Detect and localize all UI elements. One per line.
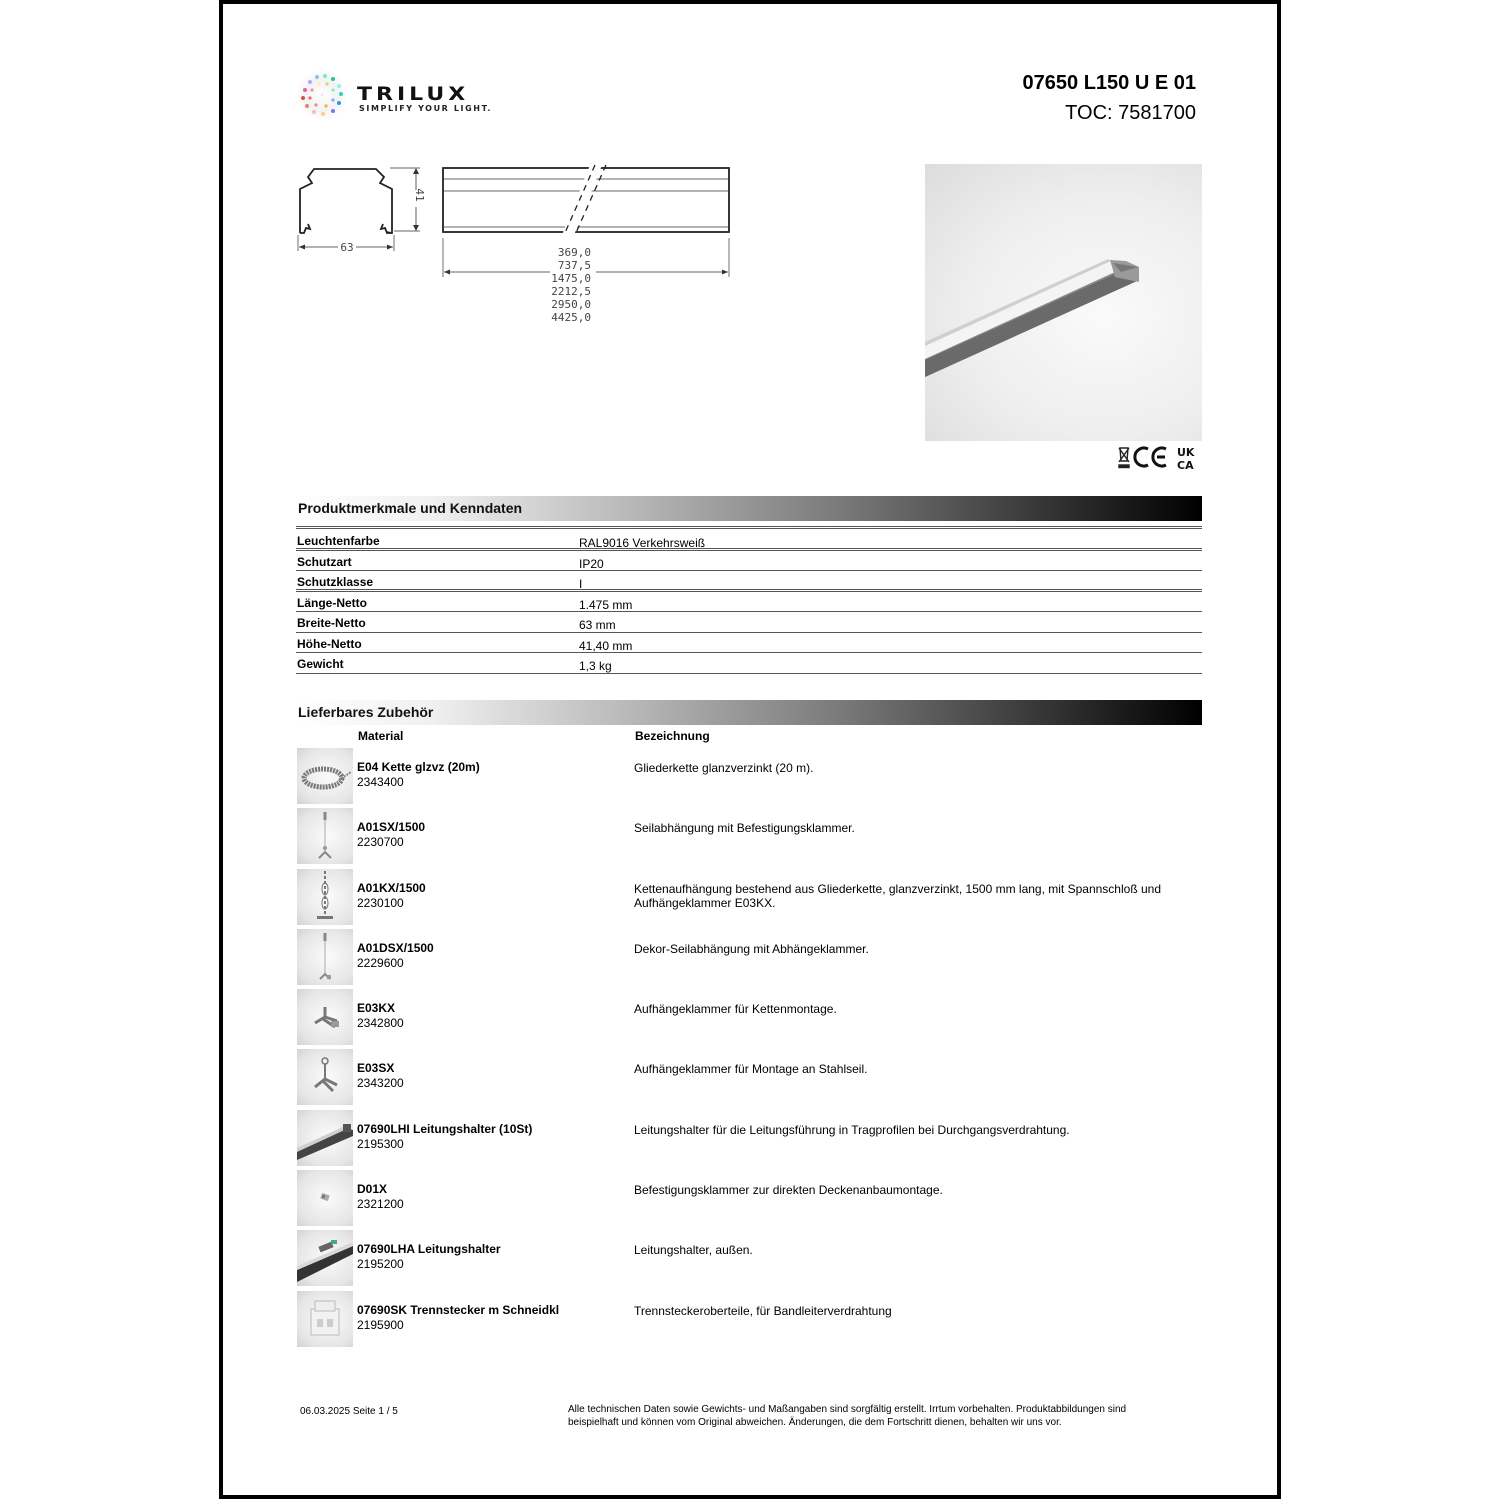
spec-value: 63 mm bbox=[579, 618, 616, 632]
brand-name: TRILUX bbox=[357, 84, 470, 106]
accessory-number: 2229600 bbox=[357, 955, 404, 970]
globe-logo-icon bbox=[295, 68, 349, 122]
accessories-section-title: Lieferbares Zubehör bbox=[298, 704, 434, 720]
certification-marks bbox=[1117, 444, 1203, 472]
dimension-drawing bbox=[290, 155, 740, 330]
spec-label: Leuchtenfarbe bbox=[297, 534, 380, 548]
spec-value: RAL9016 Verkehrsweiß bbox=[579, 536, 706, 550]
accessory-name: A01SX/1500 bbox=[357, 820, 426, 835]
accessory-item[interactable] bbox=[297, 748, 1203, 808]
spec-label: Schutzklasse bbox=[297, 575, 374, 589]
spec-value: I bbox=[579, 577, 583, 591]
svg-text:4425,0: 4425,0 bbox=[551, 311, 591, 324]
spec-label: Höhe-Netto bbox=[297, 636, 362, 651]
accessory-name: 07690LHI Leitungshalter (10St) bbox=[357, 1121, 533, 1136]
specs-section-title: Produktmerkmale und Kenndaten bbox=[298, 500, 523, 516]
column-header-description: Bezeichnung bbox=[635, 729, 710, 743]
accessories-section-header bbox=[296, 700, 1202, 725]
accessory-item[interactable] bbox=[297, 1291, 1203, 1351]
spec-label: Gewicht bbox=[297, 657, 344, 671]
accessory-description: Trennsteckeroberteile, für Bandleiterverdrahtung bbox=[634, 1303, 892, 1318]
svg-text:369,0: 369,0 bbox=[557, 246, 591, 259]
spec-value: 1,3 kg bbox=[579, 659, 612, 673]
svg-text:CA: CA bbox=[1177, 459, 1194, 472]
accessory-description: Aufhängeklammer für Kettenmontage. bbox=[634, 1002, 837, 1017]
footer-date-page: 06.03.2025 Seite 1 / 5 bbox=[300, 1406, 398, 1417]
column-header-material: Material bbox=[358, 729, 404, 743]
spec-row bbox=[296, 592, 1202, 613]
accessory-item[interactable] bbox=[297, 1049, 1203, 1109]
accessory-description: Leitungshalter für die Leitungsführung in Tragprofilen bei Durchgangsverdrahtung. bbox=[634, 1122, 1070, 1137]
trilux-logo bbox=[295, 68, 505, 124]
accessory-item[interactable] bbox=[297, 1170, 1203, 1230]
svg-text:737,5: 737,5 bbox=[557, 259, 591, 272]
ce-mark-icon bbox=[1135, 448, 1166, 466]
footer-disclaimer: Alle technischen Daten sowie Gewichts- und Maßangaben sind sorgfältig erstellt. Irrtum vorbehalten. Produktabbildungen sind beispielhaft und können vom Original abweichen. Änderungen, die dem Fortschritt dienen, behalten wir uns vor. bbox=[568, 1404, 1127, 1428]
svg-text:63: 63 bbox=[340, 241, 354, 254]
wire-suspension-icon bbox=[297, 929, 353, 985]
ukca-mark-icon bbox=[1177, 446, 1195, 472]
spec-row bbox=[296, 530, 1202, 551]
svg-text:UK: UK bbox=[1177, 446, 1195, 459]
accessory-name: D01X bbox=[357, 1182, 388, 1197]
accessory-description: Seilabhängung mit Befestigungsklammer. bbox=[634, 821, 855, 836]
accessory-item[interactable] bbox=[297, 1110, 1203, 1170]
accessory-description: Leitungshalter, außen. bbox=[634, 1243, 753, 1258]
specs-section-header bbox=[296, 496, 1202, 521]
accessory-name: E03KX bbox=[357, 1001, 396, 1016]
accessory-name: 07690LHA Leitungshalter bbox=[357, 1242, 501, 1257]
accessory-number: 2343200 bbox=[357, 1076, 404, 1091]
product-code: 07650 L150 U E 01 bbox=[1022, 72, 1196, 94]
accessory-item[interactable] bbox=[297, 869, 1203, 929]
accessory-item[interactable] bbox=[297, 989, 1203, 1049]
accessories-list bbox=[297, 748, 1203, 1351]
spec-value: 1.475 mm bbox=[579, 597, 633, 612]
spec-label: Länge-Netto bbox=[297, 595, 367, 610]
accessory-name: E04 Kette glzvz (20m) bbox=[357, 760, 480, 774]
spec-row bbox=[296, 633, 1202, 654]
weee-icon bbox=[1119, 448, 1129, 468]
rail-holder-icon bbox=[297, 1230, 353, 1286]
accessory-item[interactable] bbox=[297, 1230, 1203, 1290]
spec-value: 41,40 mm bbox=[579, 638, 633, 653]
specs-table bbox=[296, 526, 1202, 674]
connector-icon bbox=[297, 1291, 353, 1347]
accessory-description: Kettenaufhängung bestehend aus Gliederkette, glanzverzinkt, 1500 mm lang, mit Spannschloß und Aufhängeklammer E03KX. bbox=[634, 881, 1161, 911]
small-clip-icon bbox=[297, 1170, 353, 1226]
chain-suspension-icon bbox=[297, 869, 353, 925]
accessory-description: Befestigungsklammer zur direkten Deckenanbaumontage. bbox=[634, 1183, 943, 1198]
spec-row bbox=[296, 612, 1202, 633]
spec-value: IP20 bbox=[579, 556, 604, 571]
rail-icon bbox=[297, 1110, 353, 1166]
accessory-item[interactable] bbox=[297, 929, 1203, 989]
svg-text:2212,5: 2212,5 bbox=[551, 285, 591, 298]
accessory-name: 07690SK Trennstecker m Schneidkl bbox=[357, 1302, 560, 1317]
light-profile-image bbox=[925, 164, 1202, 441]
spec-row bbox=[296, 551, 1202, 572]
accessory-name: A01KX/1500 bbox=[357, 880, 426, 895]
accessory-number: 2321200 bbox=[357, 1197, 404, 1212]
svg-text:1475,0: 1475,0 bbox=[551, 272, 591, 285]
svg-text:41: 41 bbox=[413, 188, 426, 202]
toc-number: TOC: 7581700 bbox=[1065, 102, 1196, 124]
wire-suspension-icon bbox=[297, 808, 353, 864]
accessory-name: E03SX bbox=[357, 1061, 395, 1076]
spec-label: Breite-Netto bbox=[297, 616, 366, 630]
brand-tagline: SIMPLIFY YOUR LIGHT. bbox=[359, 104, 493, 113]
accessory-description: Dekor-Seilabhängung mit Abhängeklammer. bbox=[634, 941, 869, 956]
product-photo bbox=[925, 164, 1202, 441]
accessory-number: 2343400 bbox=[357, 775, 404, 789]
accessory-name: A01DSX/1500 bbox=[357, 940, 434, 955]
accessory-number: 2342800 bbox=[357, 1016, 404, 1031]
accessory-description: Gliederkette glanzverzinkt (20 m). bbox=[634, 761, 814, 775]
spec-row bbox=[296, 653, 1202, 674]
clamp-hook-icon bbox=[297, 1049, 353, 1105]
accessory-item[interactable] bbox=[297, 808, 1203, 868]
accessory-number: 2230100 bbox=[357, 895, 404, 910]
accessory-description: Aufhängeklammer für Montage an Stahlseil. bbox=[634, 1062, 868, 1077]
clamp-icon bbox=[297, 989, 353, 1045]
spec-row bbox=[296, 571, 1202, 592]
accessory-number: 2195300 bbox=[357, 1136, 404, 1151]
accessory-number: 2230700 bbox=[357, 835, 404, 850]
svg-text:2950,0: 2950,0 bbox=[551, 298, 591, 311]
spec-label: Schutzart bbox=[297, 554, 352, 569]
chain-coil-icon bbox=[297, 748, 353, 804]
accessory-number: 2195900 bbox=[357, 1317, 404, 1332]
accessory-number: 2195200 bbox=[357, 1257, 404, 1272]
